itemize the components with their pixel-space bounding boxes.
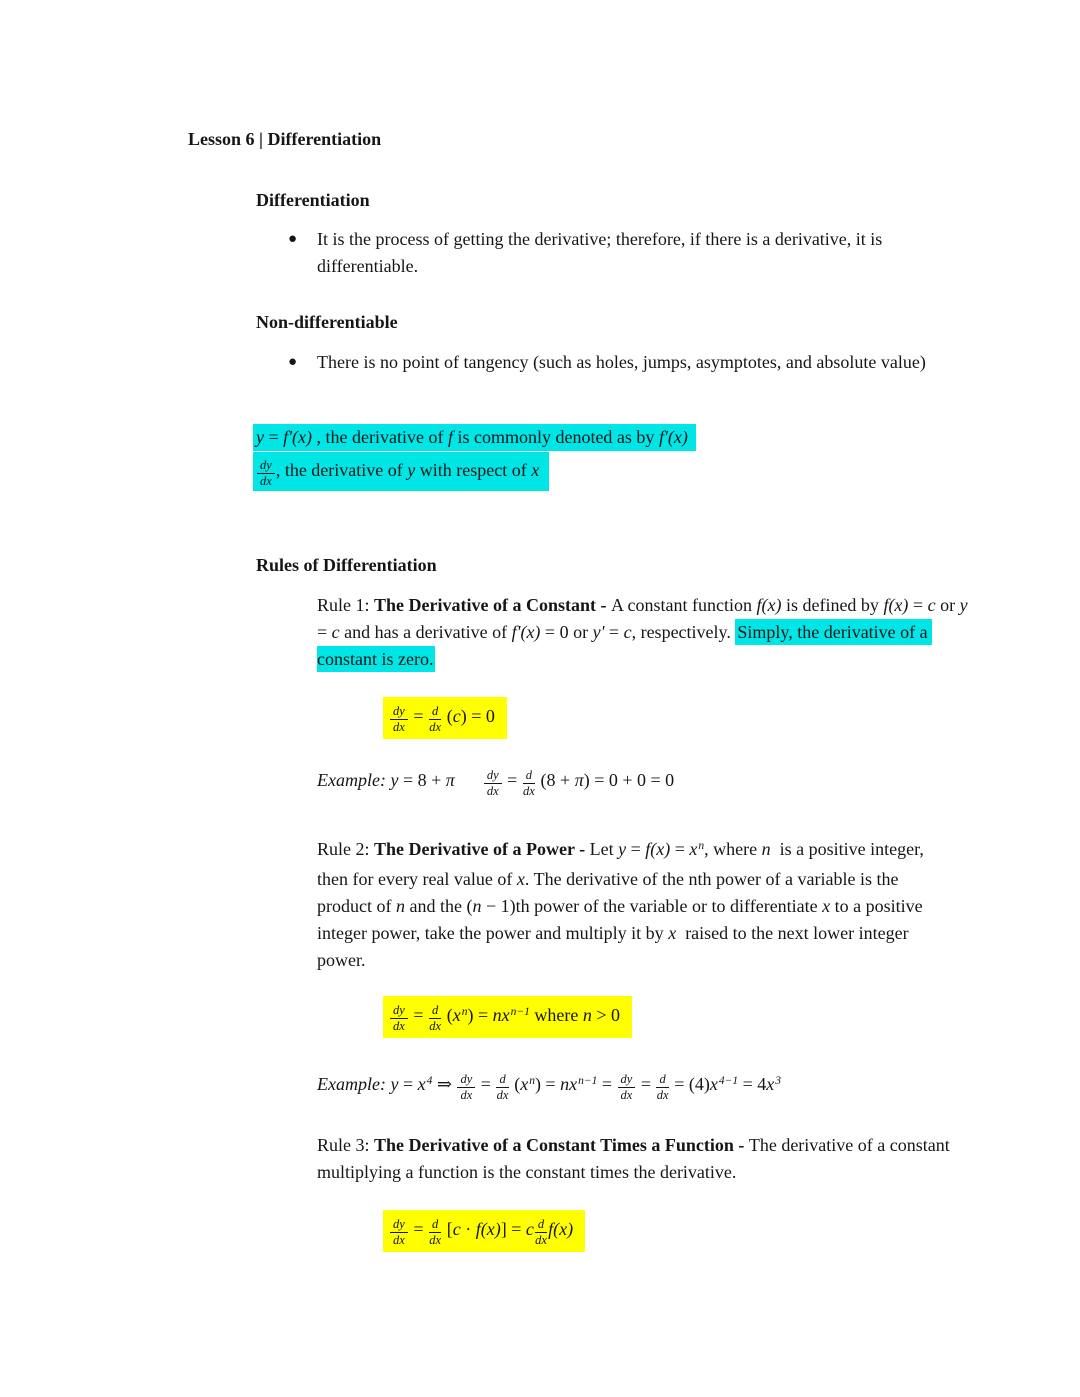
superscript: n: [698, 839, 705, 852]
math-token: with respect of: [415, 460, 532, 480]
math-token: ] =: [500, 1219, 526, 1239]
math-token: $x^3$: [766, 1074, 782, 1094]
math-token: Rule 3:: [317, 1135, 374, 1155]
math-token: x: [516, 869, 525, 889]
fraction: [389, 1218, 409, 1247]
math-token: =: [597, 1074, 617, 1094]
math-token: y: [959, 595, 968, 615]
fraction: [428, 1004, 442, 1033]
math-token: =: [398, 1074, 418, 1094]
math-token: y: [256, 427, 264, 447]
fraction-numerator: d: [429, 1004, 441, 1019]
math-token: y: [407, 460, 416, 480]
fraction: [428, 705, 442, 734]
math-token: f'(x): [283, 427, 312, 447]
math-token: y: [618, 839, 627, 859]
fraction-denominator: dx: [393, 720, 405, 734]
math-token: f(x): [645, 839, 671, 859]
bullet-icon: ●: [288, 231, 298, 247]
math-token: (: [442, 1005, 453, 1025]
fraction-denominator: dx: [620, 1088, 633, 1102]
math-token: (: [509, 1074, 521, 1094]
math-token: f(x): [883, 595, 909, 615]
math-token: The Derivative of a Power -: [374, 839, 590, 859]
math-token: Example: y: [317, 770, 399, 790]
math-token: = (4): [669, 1074, 710, 1094]
math-token: f(x): [475, 1219, 501, 1239]
math-token: , the derivative of: [275, 460, 408, 480]
superscript: 4−1: [718, 1074, 739, 1087]
math-token: and has a derivative of: [339, 622, 512, 642]
math-token: , the derivative of: [311, 427, 448, 447]
fraction-denominator: dx: [429, 1233, 441, 1247]
math-token: n: [472, 896, 482, 916]
math-token: and the (: [404, 896, 473, 916]
list-item-differentiation: [288, 226, 953, 280]
math-token: =: [636, 1074, 656, 1094]
fraction: [389, 1004, 409, 1033]
math-token: $x^{4-1}$: [709, 1074, 739, 1094]
math-token: n: [761, 839, 771, 859]
math-token: $nx^{n-1}$: [492, 1005, 530, 1025]
fraction-numerator: d: [496, 1073, 508, 1088]
fraction-denominator: dx: [486, 784, 499, 798]
heading-rules-of-differentiation: Rules of Differentiation: [256, 555, 437, 575]
superscript: n: [529, 1074, 535, 1087]
math-token: =: [476, 1074, 496, 1094]
math-token: Simply, the derivative of a constant is zero.: [317, 619, 932, 672]
fraction-numerator: dy: [390, 705, 408, 720]
fraction: [483, 769, 503, 798]
math-token: , respectively.: [631, 622, 736, 642]
math-token: π: [574, 770, 584, 790]
math-token: The derivative of a constant multiplying a function is the constant times the derivative.: [317, 1135, 955, 1182]
math-token: =: [408, 706, 428, 726]
rule-2-example: [317, 1063, 781, 1108]
math-token: ) =: [534, 1074, 561, 1094]
math-token: (: [442, 706, 453, 726]
fraction-numerator: d: [429, 1218, 441, 1233]
fraction-numerator: dy: [390, 1218, 408, 1233]
math-token: f′(x): [658, 427, 688, 447]
bullet-text-non-differentiable: There is no point of tangency (such as holes, jumps, asymptotes, and absolute value): [317, 352, 926, 372]
math-token: $x^n$: [520, 1074, 535, 1094]
math-token: Rule 2:: [317, 839, 374, 859]
math-token: to a positive integer power, take the power and multiply it by: [317, 896, 928, 943]
math-token: ⇒: [432, 1074, 457, 1094]
math-token: $nx^{n-1}$: [560, 1074, 598, 1094]
math-token: f'(x): [511, 622, 541, 642]
math-token: , where: [704, 839, 762, 859]
bullet-icon: ●: [288, 354, 298, 370]
math-token: π: [445, 770, 455, 790]
math-token: Rule 1:: [317, 595, 374, 615]
fraction-numerator: dy: [618, 1073, 636, 1088]
rule-2-paragraph: [317, 836, 957, 974]
rule-1-formula-row: [383, 697, 507, 739]
heading-differentiation: Differentiation: [256, 190, 370, 210]
fraction-denominator: dx: [260, 474, 272, 488]
math-token: c: [525, 1219, 534, 1239]
fraction-numerator: d: [656, 1073, 668, 1088]
math-token: =: [264, 427, 284, 447]
fraction: [495, 1073, 509, 1102]
rule-2-formula-row: [383, 996, 632, 1038]
superscript: 4: [426, 1074, 433, 1087]
fraction: [522, 769, 536, 798]
math-token: c: [452, 706, 461, 726]
math-token: x: [668, 923, 677, 943]
fraction: [617, 1073, 637, 1102]
math-token: c: [623, 622, 632, 642]
math-token: =: [670, 839, 690, 859]
fraction-denominator: dx: [393, 1019, 405, 1033]
superscript: n−1: [578, 1074, 598, 1087]
fraction: [389, 705, 409, 734]
fraction-denominator: dx: [523, 784, 535, 798]
math-token: x: [531, 460, 540, 480]
math-token: > 0: [591, 1005, 621, 1025]
math-token: = 4: [738, 1074, 767, 1094]
fraction-denominator: dx: [429, 1019, 441, 1033]
math-token: Let: [589, 839, 619, 859]
fraction: [428, 1218, 442, 1247]
math-token: ) =: [467, 1005, 493, 1025]
lesson-title: Lesson 6 | Differentiation: [188, 129, 382, 149]
math-token: x: [822, 896, 831, 916]
fraction-numerator: dy: [390, 1004, 408, 1019]
notation-line-2: [253, 452, 549, 491]
fraction-numerator: dy: [457, 1073, 475, 1088]
math-token: =: [408, 1005, 428, 1025]
fraction-denominator: dx: [460, 1088, 473, 1102]
math-token: c: [452, 1219, 461, 1239]
list-item-non-differentiable: [288, 349, 953, 376]
fraction-denominator: dx: [656, 1088, 669, 1102]
math-token: $x^n$: [452, 1005, 468, 1025]
math-token: $x^n$: [689, 839, 705, 859]
math-token: ·: [460, 1219, 476, 1239]
math-token: f: [447, 427, 453, 447]
math-token: =: [408, 1219, 428, 1239]
math-token: =: [317, 595, 973, 642]
notation-line-1: [253, 424, 696, 451]
math-token: The Derivative of a Constant -: [374, 595, 611, 615]
math-token: where: [529, 1005, 583, 1025]
math-token: = 8 +: [398, 770, 446, 790]
math-token: The Derivative of a Constant Times a Function -: [374, 1135, 749, 1155]
fraction-numerator: d: [535, 1218, 547, 1233]
math-token: f(x): [756, 595, 782, 615]
math-token: A constant function: [610, 595, 757, 615]
math-token: y': [592, 622, 605, 642]
fraction: [655, 1073, 669, 1102]
cyan-highlight: [253, 424, 696, 451]
math-token: =: [502, 770, 522, 790]
fraction: [256, 459, 276, 488]
superscript: 3: [775, 1074, 782, 1087]
yellow-highlight-formula: [383, 1210, 585, 1252]
heading-non-differentiable: Non-differentiable: [256, 312, 398, 332]
math-token: is defined by: [781, 595, 884, 615]
fraction: [534, 1218, 548, 1247]
math-token: ) = 0: [460, 706, 495, 726]
rule-1-paragraph: [317, 592, 973, 673]
yellow-highlight-formula: [383, 996, 632, 1038]
math-token: [: [442, 1219, 453, 1239]
fraction-numerator: d: [429, 705, 441, 720]
fraction-numerator: dy: [257, 459, 275, 474]
math-token: ) = 0 + 0 = 0: [583, 770, 675, 790]
superscript: n−1: [510, 1005, 530, 1018]
rule-3-formula-row: [383, 1210, 585, 1252]
math-token: f(x): [548, 1219, 574, 1239]
math-token: c: [927, 595, 936, 615]
math-token: =: [626, 839, 646, 859]
superscript: n: [461, 1005, 468, 1018]
fraction-denominator: dx: [393, 1233, 405, 1247]
math-token: raised to the next lower integer power.: [317, 923, 914, 970]
math-token: =: [908, 595, 928, 615]
fraction-numerator: d: [523, 769, 535, 784]
cyan-highlight: [253, 452, 549, 491]
fraction-denominator: dx: [429, 720, 441, 734]
math-token: c: [331, 622, 340, 642]
bullet-text-differentiation: It is the process of getting the derivative; therefore, if there is a derivative, it is differentiable.: [317, 229, 883, 276]
math-token: Example: y: [317, 1074, 399, 1094]
math-token: =: [604, 622, 624, 642]
math-token: . The derivative of the nth power of a variable is the product of: [317, 869, 903, 916]
math-token: − 1)th power of the variable or to differentiate: [481, 896, 823, 916]
math-token: is commonly denoted as by: [452, 427, 659, 447]
math-token: (8 +: [536, 770, 575, 790]
fraction-denominator: dx: [535, 1233, 547, 1247]
math-token: $x^4$: [417, 1074, 433, 1094]
fraction: [456, 1073, 476, 1102]
math-token: n: [395, 896, 405, 916]
math-token: n: [582, 1005, 592, 1025]
fraction-denominator: dx: [496, 1088, 509, 1102]
rule-3-paragraph: [317, 1132, 969, 1186]
math-token: = 0 or: [540, 622, 593, 642]
rule-1-example: [317, 760, 674, 800]
yellow-highlight-formula: [383, 697, 507, 739]
fraction-numerator: dy: [484, 769, 502, 784]
math-token: is a positive integer, then for every real value of: [317, 839, 929, 889]
math-token: or: [935, 595, 960, 615]
